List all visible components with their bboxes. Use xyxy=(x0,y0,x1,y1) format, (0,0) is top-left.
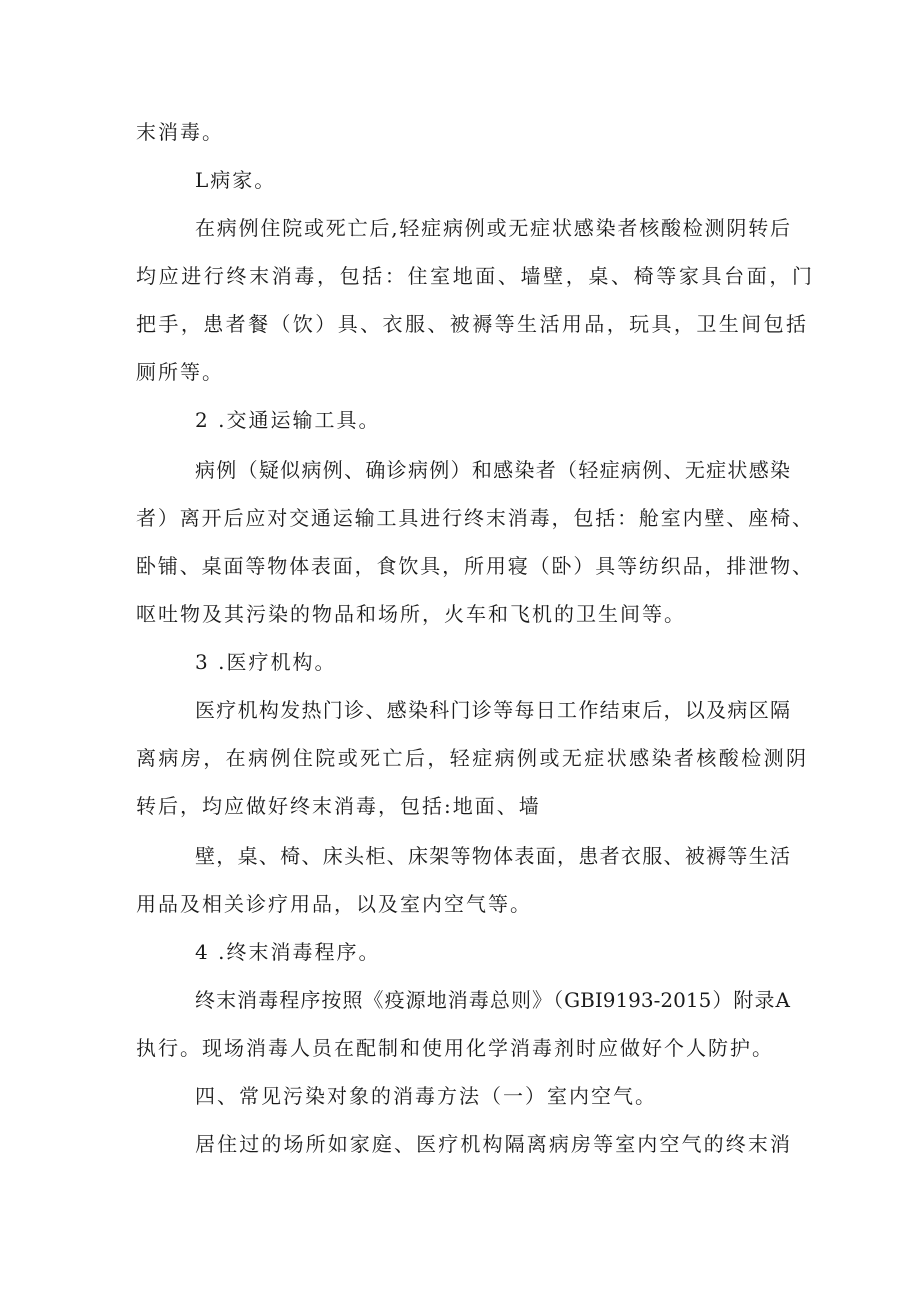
paragraph-line: 转后，均应做好终末消毒，包括:地面、墙 xyxy=(136,794,541,818)
section-heading: 4 .终末消毒程序。 xyxy=(195,940,381,964)
paragraph-line: 医疗机构发热门诊、感染科门诊等每日工作结束后，以及病区隔 xyxy=(195,698,790,722)
paragraph-line: 用品及相关诊疗用品，以及室内空气等。 xyxy=(136,892,532,916)
paragraph-line: 终末消毒程序按照《疫源地消毒总则》（GBI9193-2015）附录A xyxy=(195,988,790,1012)
paragraph-line: 均应进行终末消毒，包括：住室地面、墙壁，桌、椅等家具台面，门 xyxy=(136,264,812,288)
paragraph-line: 厕所等。 xyxy=(136,360,224,384)
paragraph-line: 把手，患者餐（饮）具、衣服、被褥等生活用品，玩具，卫生间包括 xyxy=(136,312,806,336)
paragraph-line: 卧铺、桌面等物体表面，食饮具，所用寝（卧）具等纺织品，排泄物、 xyxy=(136,554,812,578)
paragraph-line: 呕吐物及其污染的物品和场所，火车和飞机的卫生间等。 xyxy=(136,602,686,626)
paragraph-line: 病例（疑似病例、确诊病例）和感染者（轻症病例、无症状感染 xyxy=(195,458,790,482)
paragraph-line: 壁，桌、椅、床头柜、床架等物体表面，患者衣服、被褥等生活 xyxy=(195,844,790,868)
paragraph-line: 者）离开后应对交通运输工具进行终末消毒，包括：舱室内壁、座椅、 xyxy=(136,506,812,530)
paragraph-line: 居住过的场所如家庭、医疗机构隔离病房等室内空气的终末消 xyxy=(195,1132,790,1156)
paragraph-line: 末消毒。 xyxy=(136,120,224,144)
paragraph-line: 在病例住院或死亡后,轻症病例或无症状感染者核酸检测阴转后 xyxy=(195,216,790,240)
paragraph-line: 离病房，在病例住院或死亡后，轻症病例或无症状感染者核酸检测阴 xyxy=(136,746,806,770)
section-heading: 2 .交通运输工具。 xyxy=(195,408,381,432)
paragraph-line: 执行。现场消毒人员在配制和使用化学消毒剂时应做好个人防护。 xyxy=(136,1036,774,1060)
section-heading: L病家。 xyxy=(195,168,277,192)
section-heading: 3 .医疗机构。 xyxy=(195,650,337,674)
section-heading: 四、常见污染对象的消毒方法（一）室内空气。 xyxy=(195,1084,657,1108)
